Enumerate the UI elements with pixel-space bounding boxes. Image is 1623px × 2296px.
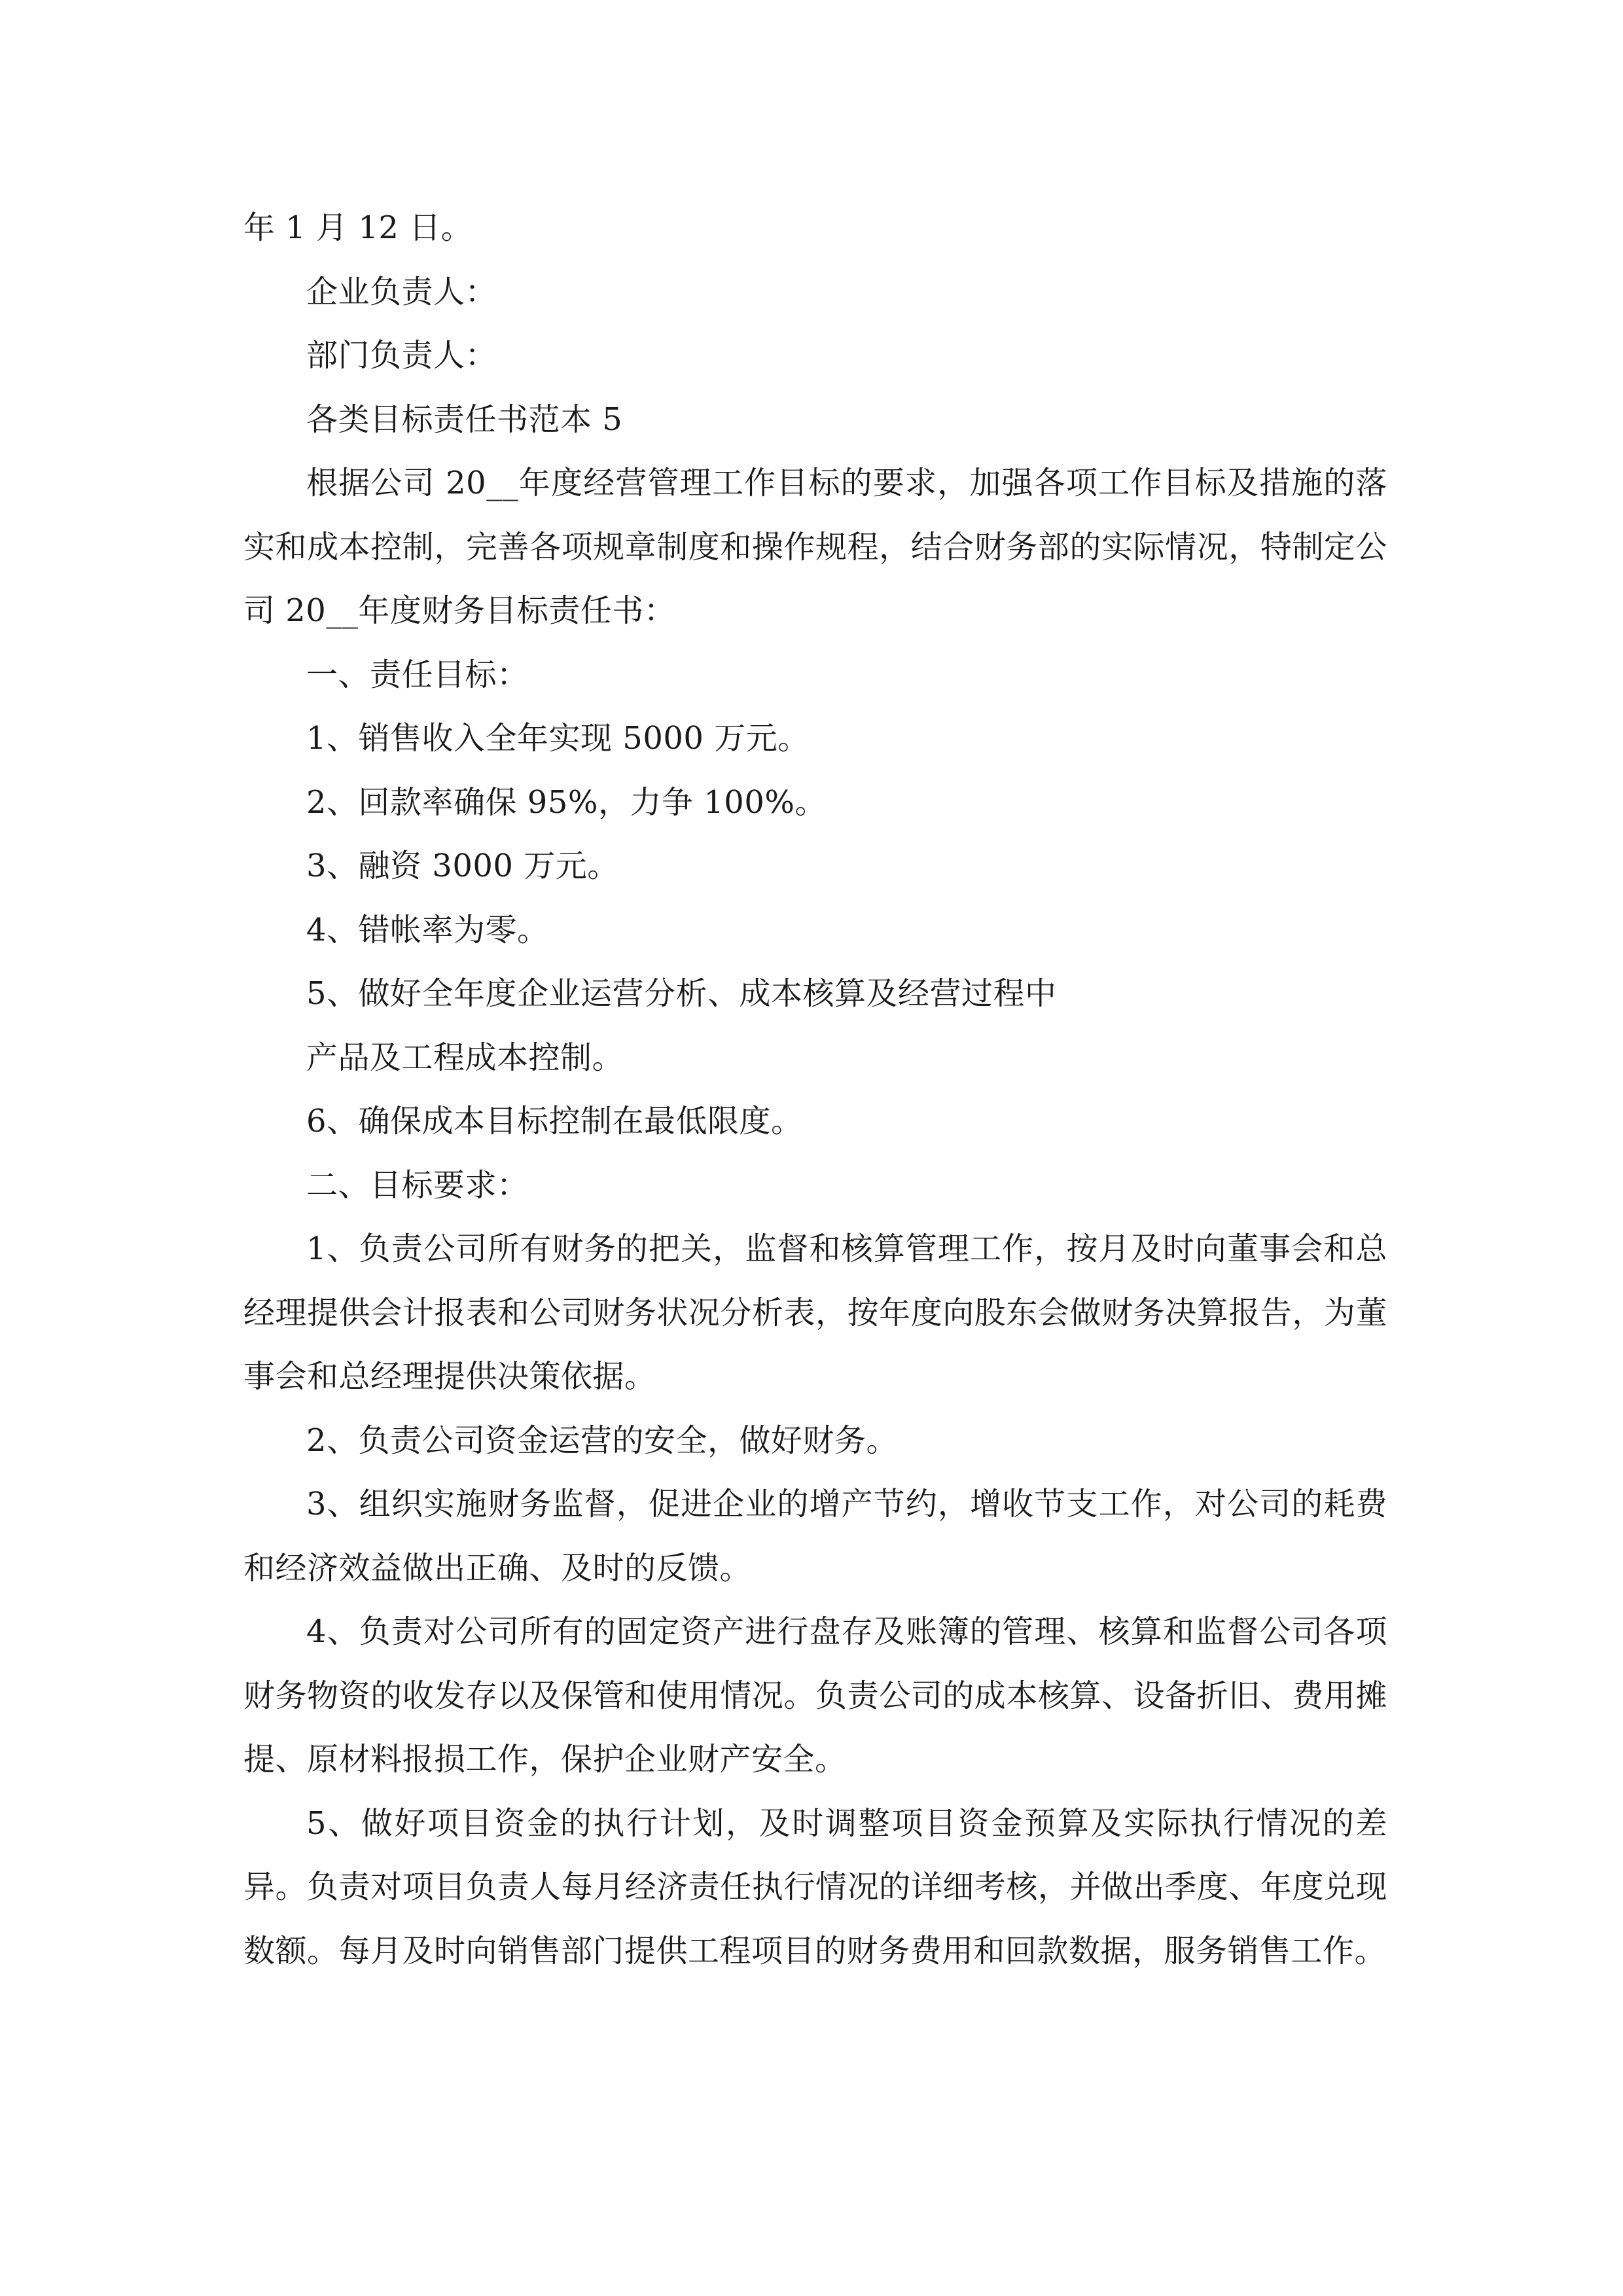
intro-paragraph: 根据公司 20__年度经营管理工作目标的要求，加强各项工作目标及措施的落实和成本控制，完善各项规章制度和操作规程，结合财务部的实际情况，特制定公司 20__年度财务目标责任书： <box>243 465 1387 629</box>
department-head-label: 部门负责人： <box>306 337 497 374</box>
document-body <box>243 196 1387 1983</box>
date-line: 年 1 月 12 日。 <box>243 209 473 246</box>
goal-item-5: 5、做好全年度企业运营分析、成本核算及经营过程中 <box>306 975 1057 1012</box>
goal-item-4: 4、错帐率为零。 <box>306 911 549 948</box>
goal-item-5-continuation: 产品及工程成本控制。 <box>306 1039 624 1076</box>
enterprise-head-label: 企业负责人： <box>306 273 497 310</box>
goal-item-6: 6、确保成本目标控制在最低限度。 <box>306 1103 803 1139</box>
goal-item-3: 3、融资 3000 万元。 <box>306 848 619 884</box>
heading-goal-requirements: 二、目标要求： <box>306 1166 529 1204</box>
requirement-item-2: 2、负责公司资金运营的安全，做好财务。 <box>306 1422 899 1459</box>
requirement-item-5: 5、做好项目资金的执行计划，及时调整项目资金预算及实际执行情况的差异。负责对项目负责人每月经济责任执行情况的详细考核，并做出季度、年度兑现数额。每月及时向销售部门提供工程项目的财务费用和回款数据，服务销售工作。 <box>243 1804 1387 1969</box>
requirement-item-3: 3、组织实施财务监督，促进企业的增产节约，增收节支工作，对公司的耗费和经济效益做出正确、及时的反馈。 <box>243 1486 1387 1587</box>
requirement-item-1: 1、负责公司所有财务的把关，监督和核算管理工作，按月及时向董事会和总经理提供会计报表和公司财务状况分析表，按年度向股东会做财务决算报告，为董事会和总经理提供决策依据。 <box>243 1230 1387 1395</box>
goal-item-1: 1、销售收入全年实现 5000 万元。 <box>306 720 810 757</box>
section-title: 各类目标责任书范本 5 <box>306 401 623 438</box>
requirement-item-4: 4、负责对公司所有的固定资产进行盘存及账簿的管理、核算和监督公司各项财务物资的收发存以及保管和使用情况。负责公司的成本核算、设备折旧、费用摊提、原材料报损工作，保护企业财产安全。 <box>243 1613 1387 1778</box>
heading-responsibility-goals: 一、责任目标： <box>306 656 529 693</box>
goal-item-2: 2、回款率确保 95%，力争 100%。 <box>306 783 827 821</box>
